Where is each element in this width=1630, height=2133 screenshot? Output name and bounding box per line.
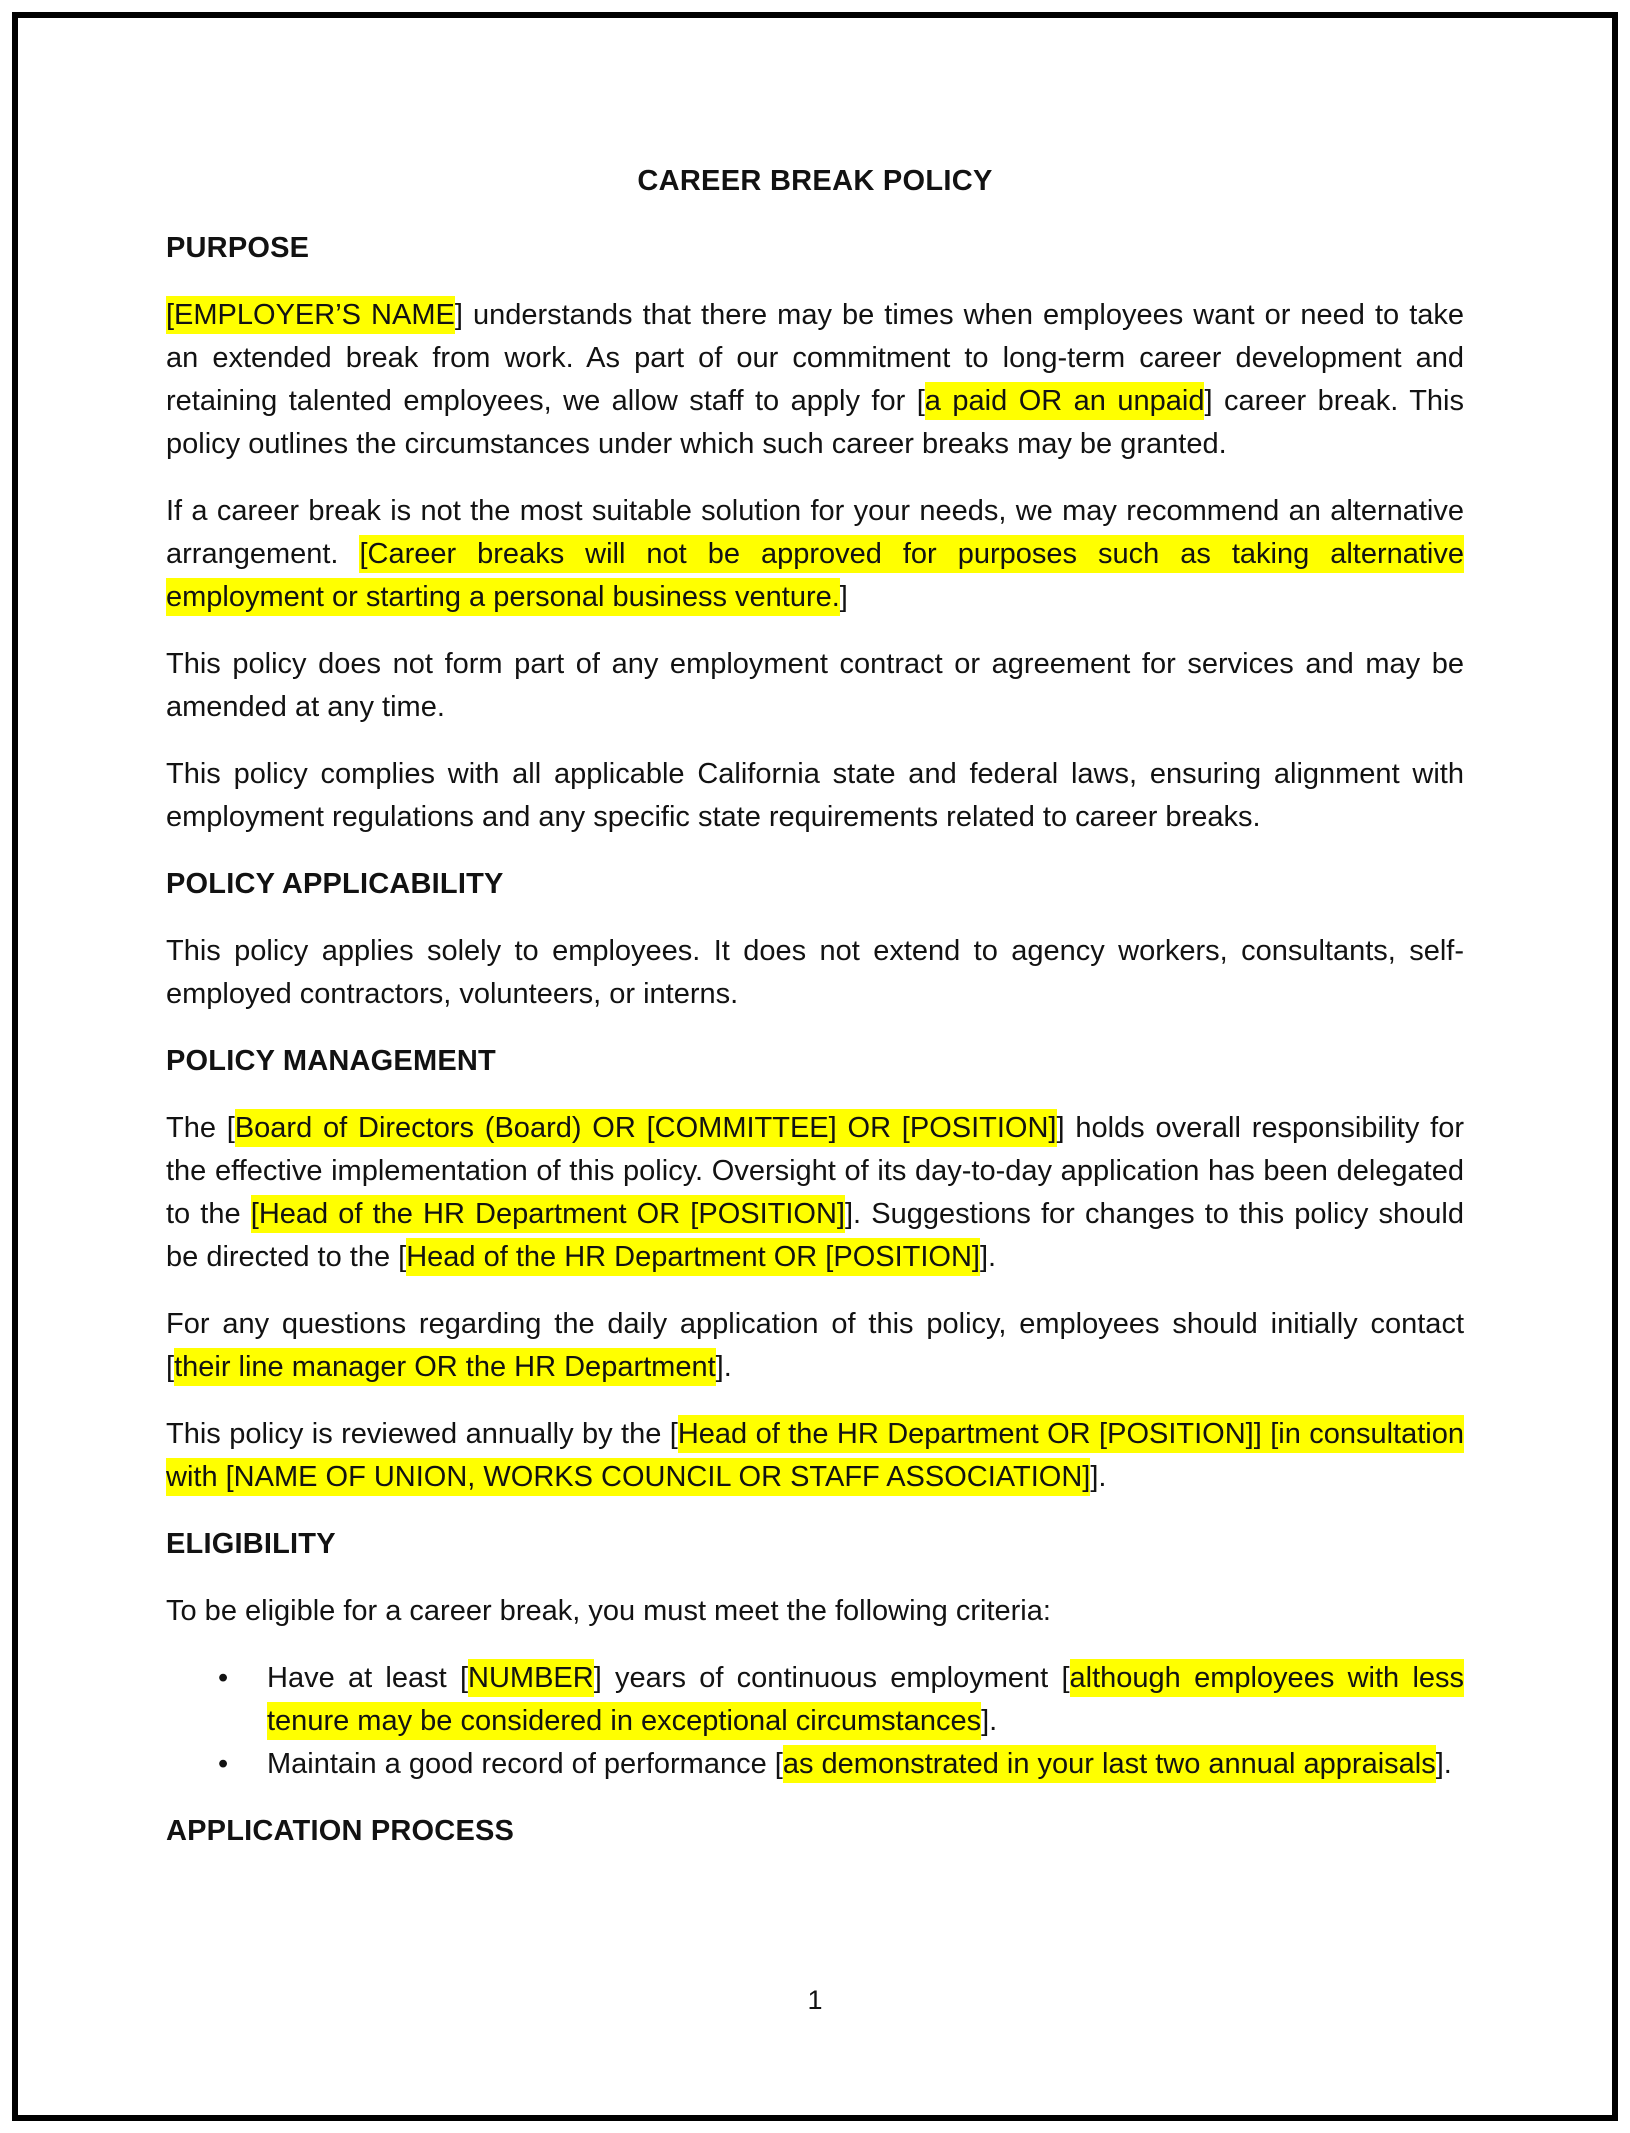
section-heading — [166, 227, 1464, 270]
text-run: ]. — [979, 1241, 997, 1273]
document-body — [166, 227, 1464, 1853]
text-run: POLICY APPLICABILITY — [166, 868, 504, 900]
paragraph — [166, 753, 1464, 839]
text-run: POLICY MANAGEMENT — [166, 1045, 496, 1077]
highlighted-text: as demonstrated in your last two annual appraisals — [783, 1745, 1436, 1783]
text-run: ]. — [981, 1705, 998, 1737]
paragraph — [166, 1590, 1464, 1633]
highlighted-text: although employees with less tenure may be considered in exceptional circumstances — [267, 1659, 1464, 1740]
text-run: ] career break. This policy outlines the circumstances under which such career breaks may be granted. — [166, 385, 1464, 460]
text-run: To be eligible for a career break, you must meet the following criteria: — [166, 1595, 1051, 1627]
section-heading — [166, 1523, 1464, 1566]
section-heading — [166, 1810, 1464, 1853]
paragraph — [166, 1303, 1464, 1389]
page-number: 1 — [807, 1985, 823, 2015]
text-run: ] understands that there may be times when employees want or need to take an extended break from work. As part of our commitment to long-term career development and retaining talented employees, we allow staff to apply for [ — [166, 299, 1465, 417]
text-run: If a career break is not the most suitable solution for your needs, we may recommend an alternative arrangement. — [166, 495, 1464, 570]
highlighted-text: [Career breaks will not be approved for purposes such as taking alternative employment or starting a personal business venture. — [166, 535, 1464, 616]
text-run: This policy does not form part of any employment contract or agreement for services and may be amended at any time. — [166, 648, 1464, 723]
text-run: Maintain a good record of performance [ — [267, 1748, 783, 1780]
text-run: ]. — [1435, 1748, 1452, 1780]
text-run: This policy complies with all applicable California state and federal laws, ensuring alignment with employment regulations and any specific state requirements related to career breaks. — [166, 758, 1464, 833]
highlighted-text: Head of the HR Department OR [POSITION] — [406, 1238, 980, 1276]
highlighted-text: [Head of the HR Department OR [POSITION] — [251, 1195, 845, 1233]
paragraph — [166, 930, 1464, 1016]
text-run: ELIGIBILITY — [166, 1528, 336, 1560]
bullet-item — [166, 1657, 1464, 1743]
bullet-list — [166, 1657, 1464, 1786]
text-run: This policy applies solely to employees. It does not extend to agency workers, consultants, self-employed contractors, volunteers, or interns. — [166, 935, 1464, 1010]
section-heading — [166, 863, 1464, 906]
text-run: ]. Suggestions for changes to this policy should be directed to the [ — [166, 1198, 1465, 1273]
section-heading — [166, 1040, 1464, 1083]
text-run: ] — [839, 581, 848, 613]
paragraph — [166, 643, 1464, 729]
highlighted-text: Head of the HR Department OR [POSITION]] [in consultation with [NAME OF UNION, WORKS COUNCIL OR STAFF ASSOCIATION] — [166, 1415, 1464, 1496]
text-run: ]. — [1090, 1461, 1107, 1493]
text-run: Have at least [ — [267, 1662, 469, 1694]
text-run: ]. — [715, 1351, 732, 1383]
text-run: ] years of continuous employment [ — [593, 1662, 1070, 1694]
text-run: For any questions regarding the daily application of this policy, employees should initially contact [ — [166, 1308, 1464, 1383]
text-run: ] holds overall responsibility for the effective implementation of this policy. Oversight of its day-to-day application has been delegated to the — [166, 1112, 1464, 1230]
paragraph — [166, 490, 1464, 619]
paragraph — [166, 1413, 1464, 1499]
paragraph — [166, 1107, 1464, 1279]
highlighted-text: a paid OR an unpaid — [925, 382, 1205, 420]
highlighted-text: Board of Directors (Board) OR [COMMITTEE] OR [POSITION] — [235, 1109, 1057, 1147]
text-run: PURPOSE — [166, 232, 310, 264]
highlighted-text: [EMPLOYER’S NAME — [166, 296, 455, 334]
text-run: APPLICATION PROCESS — [166, 1815, 515, 1847]
document-page — [166, 160, 1464, 1877]
highlighted-text: their line manager OR the HR Department — [174, 1348, 716, 1386]
text-run: This policy is reviewed annually by the [ — [166, 1418, 678, 1450]
bullet-item — [166, 1743, 1464, 1786]
highlighted-text: NUMBER — [468, 1659, 594, 1697]
paragraph — [166, 294, 1464, 466]
text-run: The [ — [166, 1112, 235, 1144]
document-title: CAREER BREAK POLICY — [637, 165, 993, 197]
